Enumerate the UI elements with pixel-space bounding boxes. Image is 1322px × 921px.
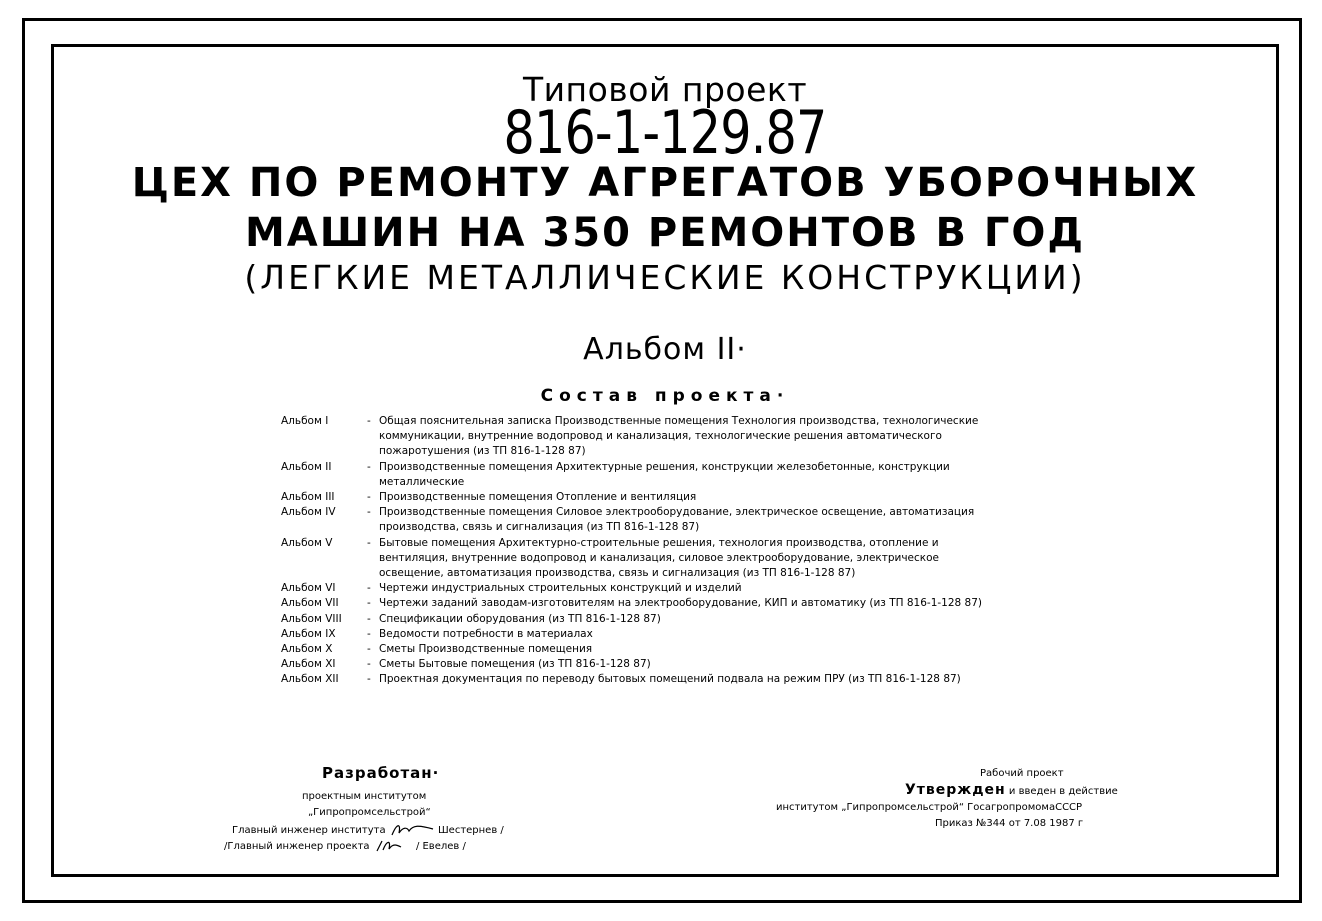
composition-item-text: Сметы Бытовые помещения (из ТП 816-1-128 87) — [379, 658, 651, 671]
composition-item-dash: - — [367, 658, 371, 671]
composition-item-text: Производственные помещения Отопление и вентиляция — [379, 491, 697, 503]
composition-item — [281, 657, 1101, 672]
composition-title: Состав проекта· — [540, 386, 790, 406]
chief-engineer-project-label: /Главный инженер проекта — [224, 841, 370, 852]
approved-heading: Утвержден — [905, 782, 1006, 798]
developed-line-1: проектным институтом — [302, 791, 427, 802]
subtitle: (ЛЕГКИЕ МЕТАЛЛИЧЕСКИЕ КОНСТРУКЦИИ) — [244, 258, 1086, 297]
composition-item-dash: - — [367, 536, 371, 549]
title-line-2: МАШИН НА 350 РЕМОНТОВ В ГОД — [245, 210, 1085, 256]
approved-heading-row — [905, 782, 1118, 800]
composition-item-label: Альбом X — [281, 643, 333, 655]
chief-engineer-project-row — [224, 837, 466, 855]
composition-item — [281, 414, 1101, 460]
composition-item — [281, 505, 1101, 535]
approved-line-1: Рабочий проект — [980, 768, 1064, 779]
composition-item-text: Общая пояснительная записка Производственные помещения Технология производства, технологические — [379, 415, 979, 427]
composition-item-text: освещение, автоматизация производства, связь и сигнализация (из ТП 816-1-128 87) — [379, 566, 856, 579]
composition-item-label: Альбом XI — [281, 658, 336, 671]
composition-item-text: Производственные помещения Архитектурные решения, конструкции железобетонные, конструкции — [379, 460, 950, 473]
project-number: 816-1-129.87 — [503, 98, 827, 168]
composition-item — [281, 627, 1101, 642]
signature-2 — [373, 837, 413, 855]
approved-order: Приказ №344 от 7.08 1987 г — [935, 818, 1084, 829]
composition-item-text: Спецификации оборудования (из ТП 816-1-128 87) — [379, 612, 661, 625]
composition-item-dash: - — [367, 612, 371, 625]
composition-item-dash: - — [367, 415, 371, 427]
composition-item-label: Альбом VIII — [281, 612, 342, 625]
composition-item-label: Альбом XII — [281, 673, 339, 686]
composition-item-label: Альбом II — [281, 460, 332, 473]
composition-item-dash: - — [367, 597, 371, 610]
chief-engineer-project-name: / Евелев / — [415, 841, 466, 852]
composition-item — [281, 642, 1101, 657]
composition-item-text: вентиляция, внутренние водопровод и канализация, силовое электрооборудование, электрическое — [379, 551, 940, 564]
composition-item-text: металлические — [379, 475, 465, 488]
composition-item-label: Альбом III — [281, 491, 335, 503]
approved-heading-rest: и введен в действие — [1008, 786, 1118, 797]
chief-engineer-institute-label: Главный инженер института — [232, 825, 386, 836]
approved-institute: институтом „Гипропромсельстрой“ ГосагропромомаСССР — [776, 802, 1083, 813]
composition-item-dash: - — [367, 673, 371, 686]
composition-item-text: Чертежи индустриальных строительных конструкций и изделий — [379, 582, 742, 595]
composition-item-dash: - — [367, 491, 371, 503]
composition-item — [281, 536, 1101, 582]
project-type-label: Типовой проект — [522, 70, 808, 109]
composition-item-dash: - — [367, 582, 371, 595]
composition-item-text: Чертежи заданий заводам-изготовителям на электрооборудование, КИП и автоматику (из ТП 816-1-128 87) — [379, 597, 983, 610]
composition-item-dash: - — [367, 627, 371, 640]
composition-item — [281, 581, 1101, 596]
composition-item-text: коммуникации, внутренние водопровод и канализация, технологические решения автоматического — [379, 430, 942, 443]
composition-item-label: Альбом VII — [281, 597, 339, 610]
composition-item-label: Альбом IV — [281, 506, 336, 519]
chief-engineer-institute-name: Шестернев / — [437, 825, 504, 836]
composition-item-label: Альбом IX — [281, 627, 336, 640]
developed-heading: Разработан· — [322, 764, 440, 782]
composition-item-text: Проектная документация по переводу бытовых помещений подвала на режим ПРУ (из ТП 816-1-128 87) — [379, 673, 961, 686]
composition-item-label: Альбом V — [281, 536, 333, 549]
composition-item-label: Альбом I — [281, 415, 329, 427]
album-title: Альбом II· — [583, 332, 747, 367]
composition-item-dash: - — [367, 460, 371, 473]
composition-item-dash: - — [367, 506, 371, 519]
composition-item-text: производства, связь и сигнализация (из ТП 816-1-128 87) — [379, 521, 700, 534]
composition-item — [281, 672, 1101, 687]
composition-item — [281, 460, 1101, 490]
composition-item — [281, 596, 1101, 611]
composition-item-label: Альбом VI — [281, 582, 336, 595]
composition-item — [281, 490, 1101, 505]
composition-item-text: пожаротушения (из ТП 816-1-128 87) — [379, 445, 586, 458]
composition-item-text: Производственные помещения Силовое электрооборудование, электрическое освещение, автоматизация — [379, 506, 975, 519]
composition-item-text: Бытовые помещения Архитектурно-строительные решения, технология производства, отопление и — [379, 536, 939, 549]
composition-item-dash: - — [367, 643, 371, 655]
title-line-1: ЦЕХ ПО РЕМОНТУ АГРЕГАТОВ УБОРОЧНЫХ — [131, 160, 1199, 206]
developed-line-2: „Гипропромсельстрой“ — [308, 807, 431, 818]
composition-item-text: Сметы Производственные помещения — [379, 643, 593, 655]
composition-item-text: Ведомости потребности в материалах — [379, 627, 593, 640]
composition-item — [281, 612, 1101, 627]
